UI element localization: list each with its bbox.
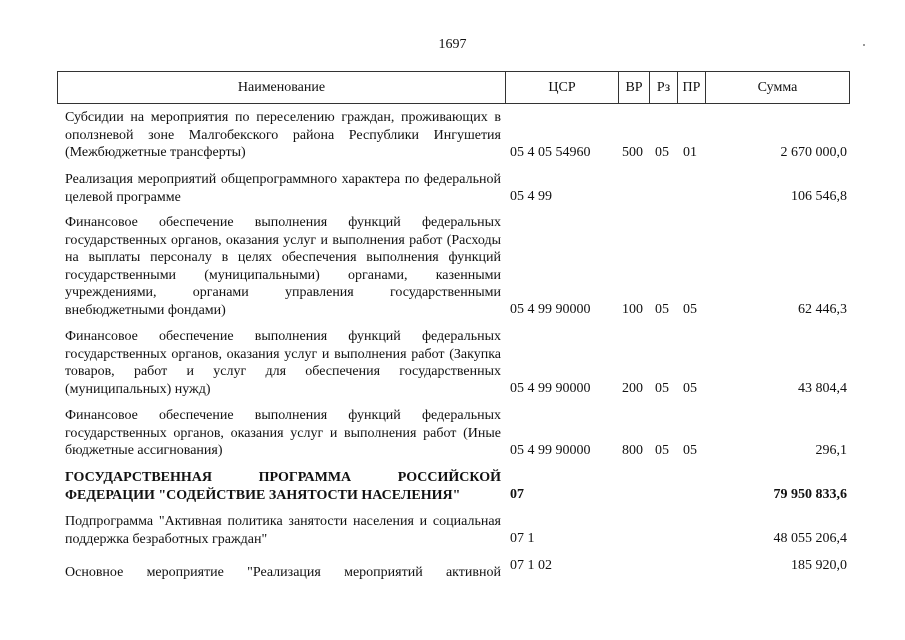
row-vr: 100 — [622, 302, 643, 317]
header-name: Наименование — [237, 80, 326, 95]
row-vr: 200 — [622, 381, 643, 396]
row-csr: 05 4 99 90000 — [510, 381, 591, 396]
row-vr: 500 — [622, 145, 643, 160]
row-rz: 05 — [655, 443, 669, 458]
row-name: ГОСУДАРСТВЕННАЯ ПРОГРАММА РОССИЙСКОЙ ФЕДЕРАЦИИ "СОДЕЙСТВИЕ ЗАНЯТОСТИ НАСЕЛЕНИЯ" — [65, 470, 501, 503]
header-sum: Сумма — [757, 80, 798, 95]
header-rz: Рз — [656, 80, 671, 95]
row-sum: 296,1 — [815, 443, 847, 458]
row-rz: 05 — [655, 302, 669, 317]
row-pr: 05 — [683, 302, 697, 317]
row-pr: 05 — [683, 443, 697, 458]
row-rz: 05 — [655, 145, 669, 160]
row-name: Основное мероприятие "Реализация мероприятий активной — [65, 565, 501, 580]
row-csr: 05 4 99 — [510, 189, 552, 204]
header-vr: ВР — [625, 80, 643, 95]
row-sum: 106 546,8 — [791, 189, 847, 204]
header-pr: ПР — [682, 80, 701, 95]
row-vr: 800 — [622, 443, 643, 458]
row-pr: 05 — [683, 381, 697, 396]
row-pr: 01 — [683, 145, 697, 160]
row-csr: 07 — [510, 487, 524, 502]
row-name: Финансовое обеспечение выполнения функций федеральных государственных органов, оказания услуг и выполнения работ (Расходы на выплаты персоналу в целях обеспечения выполнения функций государственными (муниципальными) органами, казенными учреждениями, органами управления государственными внебюджетными фондами) — [65, 215, 501, 318]
row-csr: 07 1 — [510, 531, 535, 546]
row-sum: 2 670 000,0 — [780, 145, 847, 160]
row-csr: 05 4 05 54960 — [510, 145, 591, 160]
row-rz: 05 — [655, 381, 669, 396]
row-name: Финансовое обеспечение выполнения функций федеральных государственных органов, оказания услуг и выполнения работ (Иные бюджетные ассигнования) — [65, 408, 501, 458]
row-sum: 79 950 833,6 — [773, 487, 847, 502]
row-sum: 185 920,0 — [791, 558, 847, 573]
scan-speck — [863, 44, 865, 46]
row-csr: 07 1 02 — [510, 558, 552, 573]
row-name: Субсидии на мероприятия по переселению граждан, проживающих в оползневой зоне Малгобекского района Республики Ингушетия (Межбюджетные трансферты) — [65, 110, 501, 160]
row-name: Подпрограмма "Активная политика занятости населения и социальная поддержка безработных граждан" — [65, 514, 501, 547]
header-csr: ЦСР — [548, 80, 576, 95]
row-sum: 43 804,4 — [798, 381, 847, 396]
row-name: Финансовое обеспечение выполнения функций федеральных государственных органов, оказания услуг и выполнения работ (Закупка товаров, работ и услуг для обеспечения государственных (муниципальных) нужд) — [65, 329, 501, 397]
row-name: Реализация мероприятий общепрограммного характера по федеральной целевой программе — [65, 172, 501, 205]
table-header — [57, 71, 850, 104]
row-csr: 05 4 99 90000 — [510, 443, 591, 458]
page-number: 1697 — [438, 37, 467, 52]
row-csr: 05 4 99 90000 — [510, 302, 591, 317]
row-sum: 62 446,3 — [798, 302, 847, 317]
row-sum: 48 055 206,4 — [773, 531, 847, 546]
